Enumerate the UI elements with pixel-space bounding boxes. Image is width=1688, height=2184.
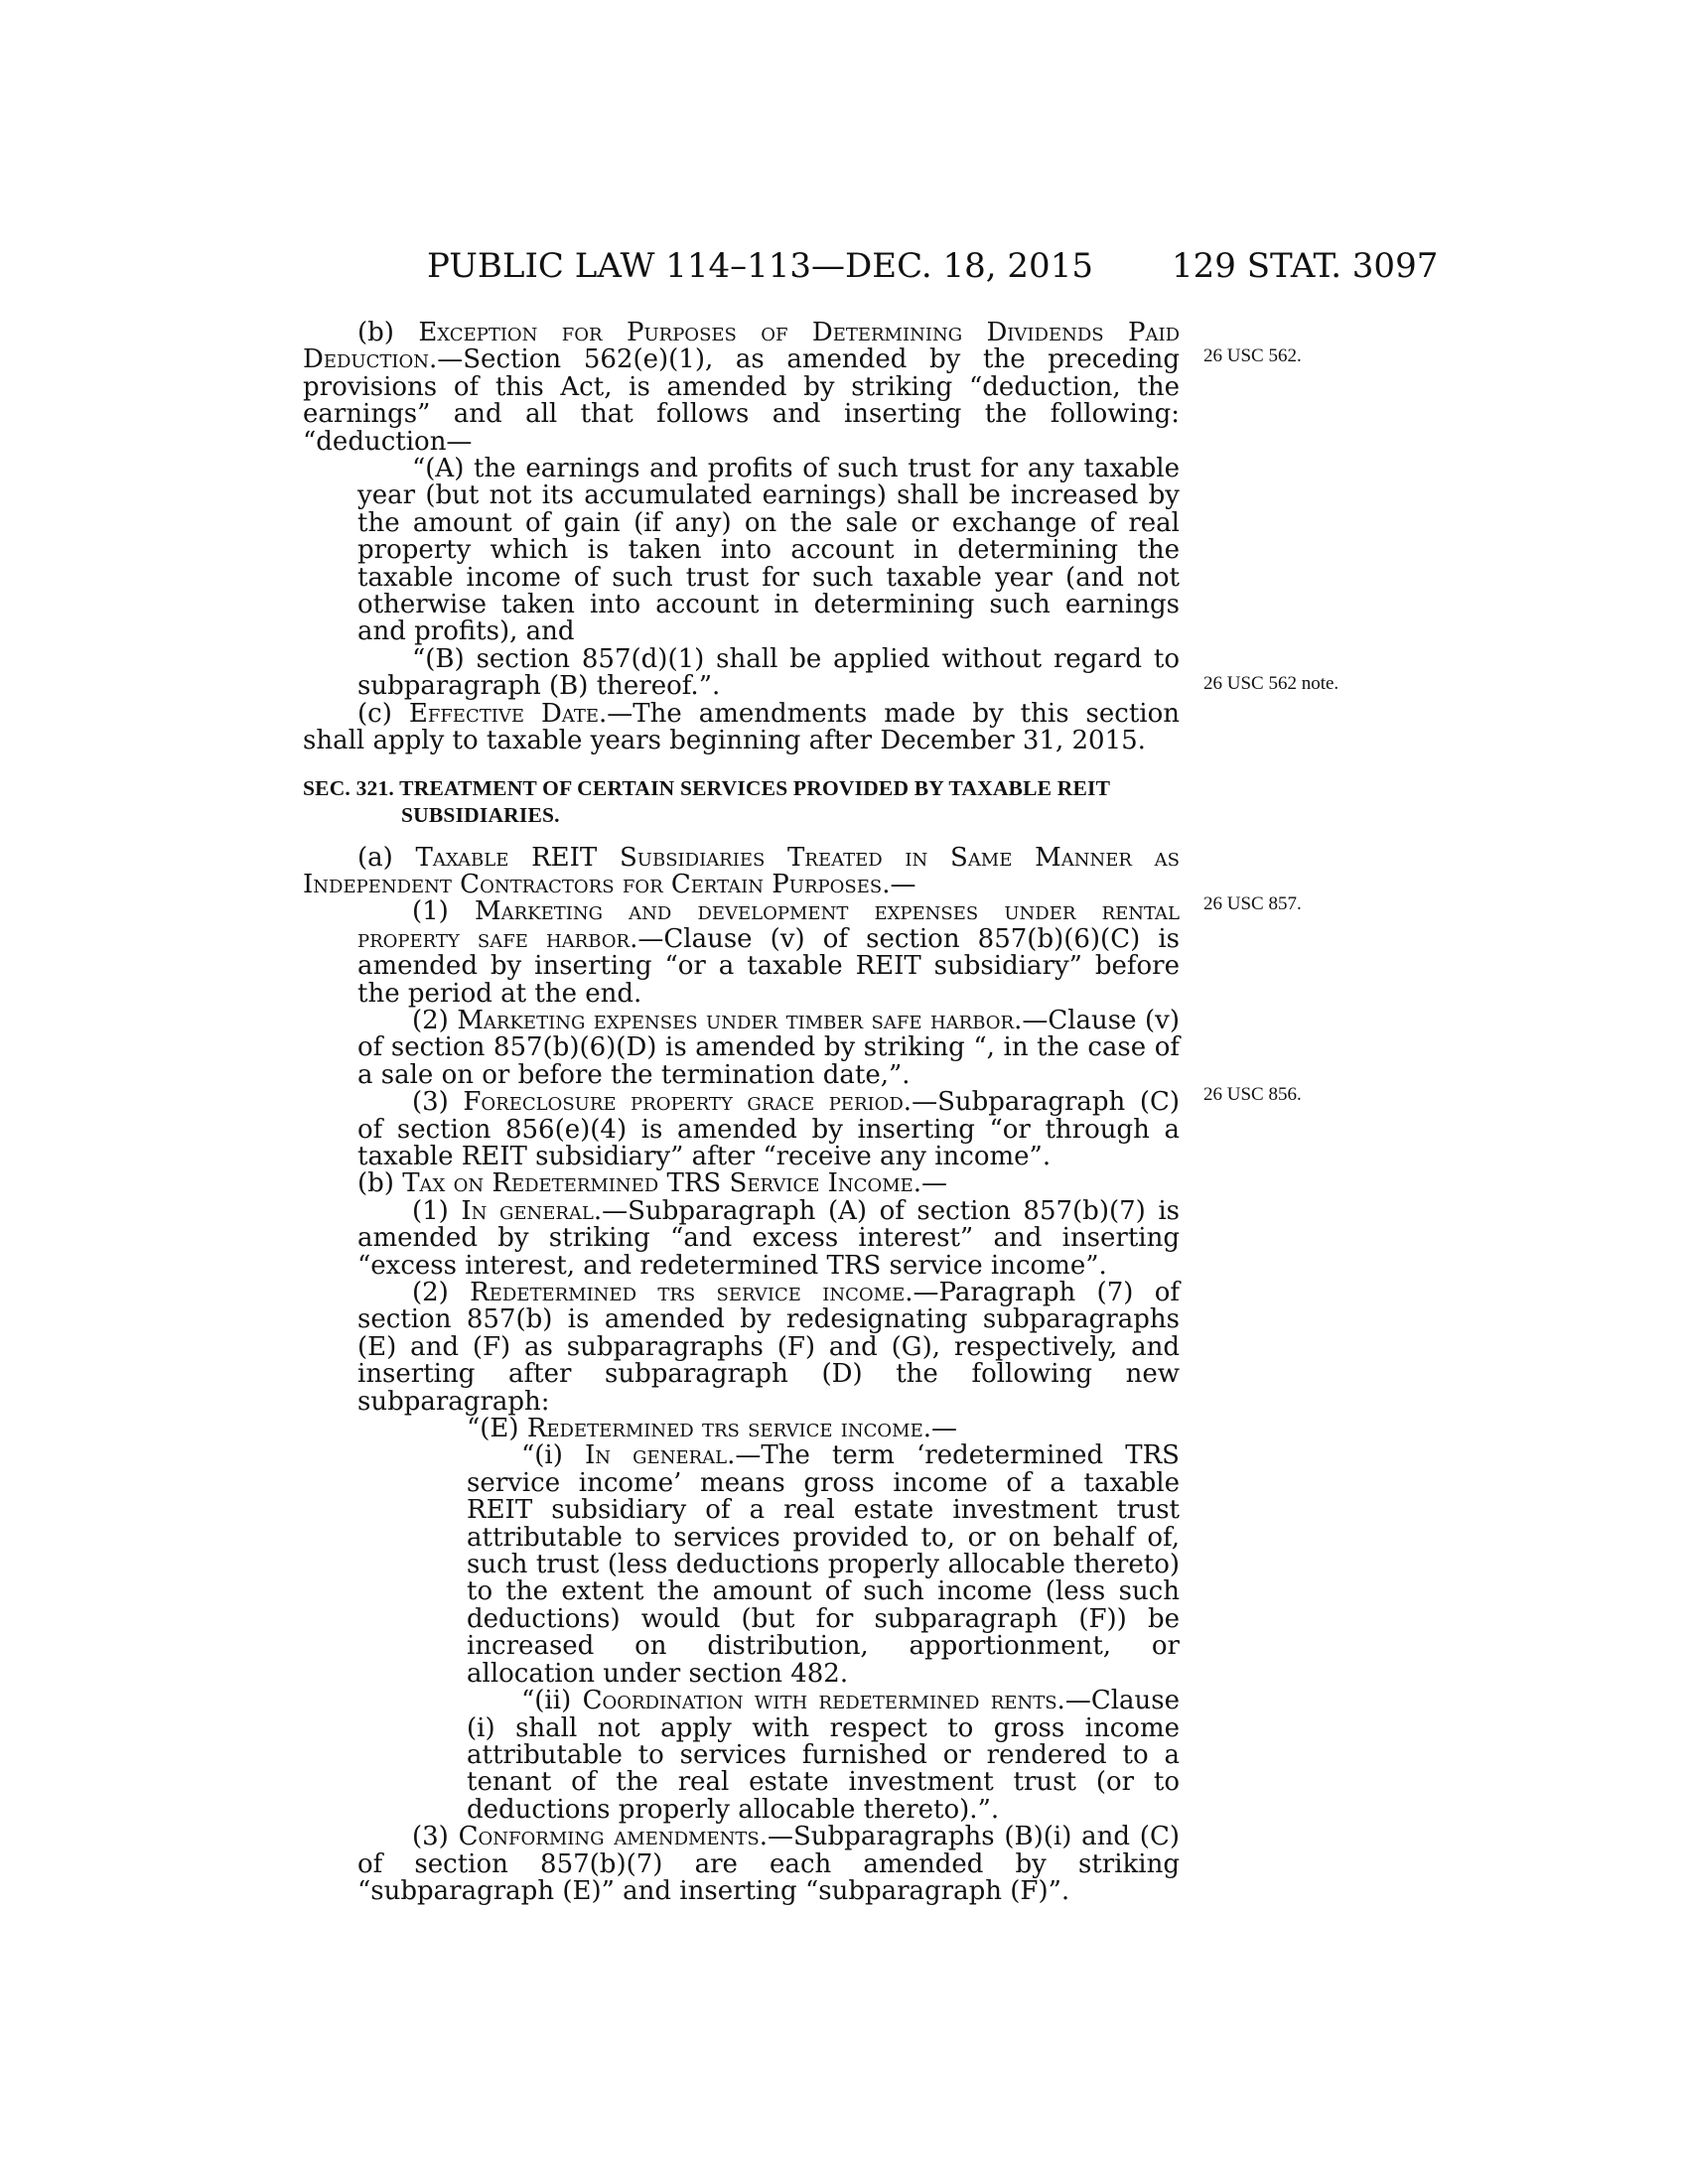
- paragraph-heading: Effective Date.: [408, 698, 608, 729]
- paragraph-heading: Coordination with redetermined rents.: [582, 1686, 1065, 1716]
- subsection-b: (b) Tax on Redetermined TRS Service Income.—: [357, 1168, 948, 1199]
- paragraph-b1: (1) In general.—Subparagraph (A) of section 857(b)(7) is amended by striking “and excess interest” and inserting “excess interest, and redetermined TRS service income”.: [357, 1195, 1181, 1281]
- paragraph-a1: (1) Marketing and development expenses under rental property safe harbor.—Clause (v) of section 857(b)(6)(C) is amended by inserting “or a taxable REIT subsidiary” before the period at the end.: [357, 896, 1181, 1009]
- paragraph-heading: Redetermined trs service income.: [470, 1278, 914, 1307]
- quoted-subparagraph-e: “(E) Redetermined trs service income.—: [467, 1414, 957, 1444]
- paragraph-heading: Exception for Purposes of Determining Dividends Paid Deduction.: [303, 318, 1180, 375]
- margin-note-usc-857: 26 USC 857.: [1203, 893, 1302, 914]
- quoted-clause-ii: “(ii) Coordination with redetermined rents.—Clause (i) shall not apply with respect to gross income attributable to services furnished or rendered to a tenant of the real estate investment trust (or to deductions properly allocable thereto).”.: [467, 1686, 1180, 1825]
- paragraph-heading: Foreclosure property grace period.: [463, 1087, 913, 1118]
- paragraph-heading: Redetermined trs service income.: [526, 1414, 931, 1444]
- quoted-clause-i: “(i) In general.—The term ‘redetermined TRS service income’ means gross income of a taxable REIT subsidiary of a real estate investment trust attributable to services provided to, or on behalf of, such trust (less deductions properly allocable thereto) to the extent the amount of such income (less such deductions) would (but for subparagraph (F)) be increased on distribution, apportionment, or allocation under section 482.: [467, 1440, 1180, 1689]
- paragraph-heading: Tax on Redetermined TRS Service Income.: [402, 1168, 922, 1199]
- paragraph-a2: (2) Marketing expenses under timber safe harbor.—Clause (v) of section 857(b)(6)(D) is amended by striking “, in the case of a sale on or before the termination date,”.: [357, 1005, 1180, 1090]
- paragraph-b3: (3) Conforming amendments.—Subparagraphs (B)(i) and (C) of section 857(b)(7) are each amended by striking “subparagraph (E)” and inserting “subparagraph (F)”.: [357, 1822, 1180, 1906]
- document-body: [303, 320, 1180, 1905]
- margin-note-usc-562-note: 26 USC 562 note.: [1203, 673, 1339, 694]
- paragraph-heading: Conforming amendments.: [458, 1822, 768, 1852]
- section-heading: SEC. 321. TREATMENT OF CERTAIN SERVICES PROVIDED BY TAXABLE REIT SUBSIDIARIES.: [303, 775, 1110, 827]
- running-header-title: PUBLIC LAW 114–113—DEC. 18, 2015: [427, 246, 1093, 286]
- subsection-a: (a) Taxable REIT Subsidiaries Treated in Same Manner as Independent Contractors for Certain Purposes.—: [303, 842, 1180, 899]
- paragraph-c-effective-date: (c) Effective Date.—The amendments made by this section shall apply to taxable years beginning after December 31, 2015.: [303, 698, 1180, 756]
- paragraph-a3: (3) Foreclosure property grace period.—Subparagraph (C) of section 856(e)(4) is amended by inserting “or through a taxable REIT subsidiary” after “receive any income”.: [357, 1087, 1180, 1171]
- paragraph-b-exception: (b) Exception for Purposes of Determining Dividends Paid Deduction.—Section 562(e)(1), as amended by the preceding provisions of this Act, is amended by striking “deduction, the earnings” and all that follows and inserting the following: “deduction—: [303, 318, 1180, 457]
- stat-page-number: 129 STAT. 3097: [1172, 246, 1439, 286]
- margin-note-usc-856: 26 USC 856.: [1203, 1084, 1302, 1105]
- paragraph-b2: (2) Redetermined trs service income.—Paragraph (7) of section 857(b) is amended by redesignating subparagraphs (E) and (F) as subparagraphs (F) and (G), respectively, and inserting after subparagraph (D) the following new subparagraph:: [357, 1278, 1180, 1417]
- quoted-subparagraph-a: “(A) the earnings and profits of such trust for any taxable year (but not its accumulated earnings) shall be increased by the amount of gain (if any) on the sale or exchange of real property which is taken into account in determining the taxable income of such trust for such taxable year (and not otherwise taken into account in determining such earnings and profits), and: [357, 454, 1180, 647]
- quoted-subparagraph-b: “(B) section 857(d)(1) shall be applied without regard to subparagraph (B) thereof.”.: [357, 643, 1180, 702]
- paragraph-heading: Marketing expenses under timber safe harbor.: [457, 1005, 1023, 1035]
- margin-note-usc-562: 26 USC 562.: [1203, 345, 1302, 366]
- paragraph-heading: Marketing and development expenses under rental property safe harbor.: [357, 896, 1180, 954]
- paragraph-heading: Taxable REIT Subsidiaries Treated in Same Manner as Independent Contractors for Certain Purposes.: [303, 842, 1180, 899]
- paragraph-heading: In general.: [585, 1440, 736, 1471]
- paragraph-heading: In general.: [461, 1195, 603, 1226]
